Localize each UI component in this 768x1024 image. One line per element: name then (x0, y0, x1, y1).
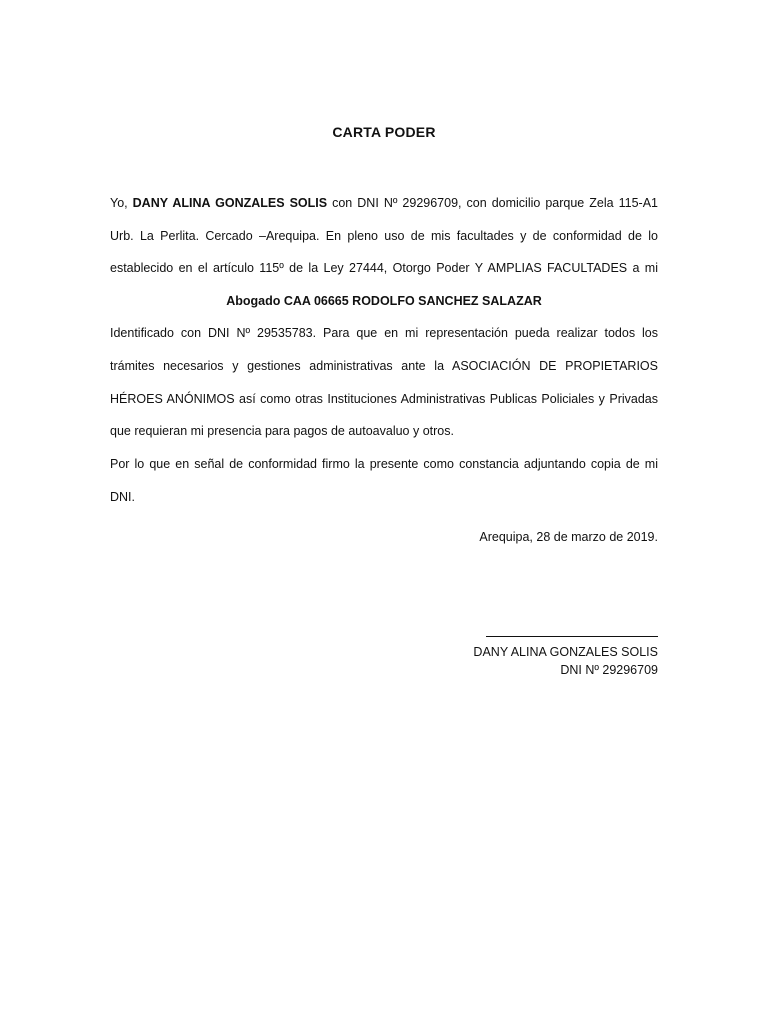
grantor-name: DANY ALINA GONZALES SOLIS (132, 196, 328, 210)
document-date: Arequipa, 28 de marzo de 2019. (479, 530, 658, 544)
paragraph-line: que requieran mi presencia para pagos de autoavaluo y otros. (110, 424, 454, 439)
paragraph-line: DNI. (110, 489, 135, 504)
paragraph-line: HÉROES ANÓNIMOS así como otras Instituciones Administrativas Publicas Policiales y Privadas (110, 391, 658, 406)
signatory-name: DANY ALINA GONZALES SOLIS (473, 645, 658, 659)
paragraph-line (110, 190, 658, 223)
signature-block (438, 620, 658, 679)
text-fragment: Yo, (110, 196, 133, 210)
paragraph-line: Identificado con DNI Nº 29535783. Para que en mi representación pueda realizar todos los (110, 326, 658, 341)
document-body (110, 190, 658, 516)
attorney-line: Abogado CAA 06665 RODOLFO SANCHEZ SALAZAR (226, 293, 542, 308)
signatory-dni: DNI Nº 29296709 (560, 663, 658, 677)
document-title: CARTA PODER (332, 124, 436, 140)
paragraph-line: Urb. La Perlita. Cercado –Arequipa. En pleno uso de mis facultades y de conformidad de lo (110, 228, 658, 243)
signature-line (486, 620, 658, 637)
paragraph-line: Por lo que en señal de conformidad firmo la presente como constancia adjuntando copia de mi (110, 457, 658, 472)
text-fragment: con DNI Nº 29296709, con domicilio parque Zela 115-A1 (327, 196, 658, 210)
paragraph-line: trámites necesarios y gestiones administrativas ante la ASOCIACIÓN DE PROPIETARIOS (110, 358, 658, 373)
paragraph-line: establecido en el artículo 115º de la Ley 27444, Otorgo Poder Y AMPLIAS FACULTADES a mi (110, 261, 658, 276)
